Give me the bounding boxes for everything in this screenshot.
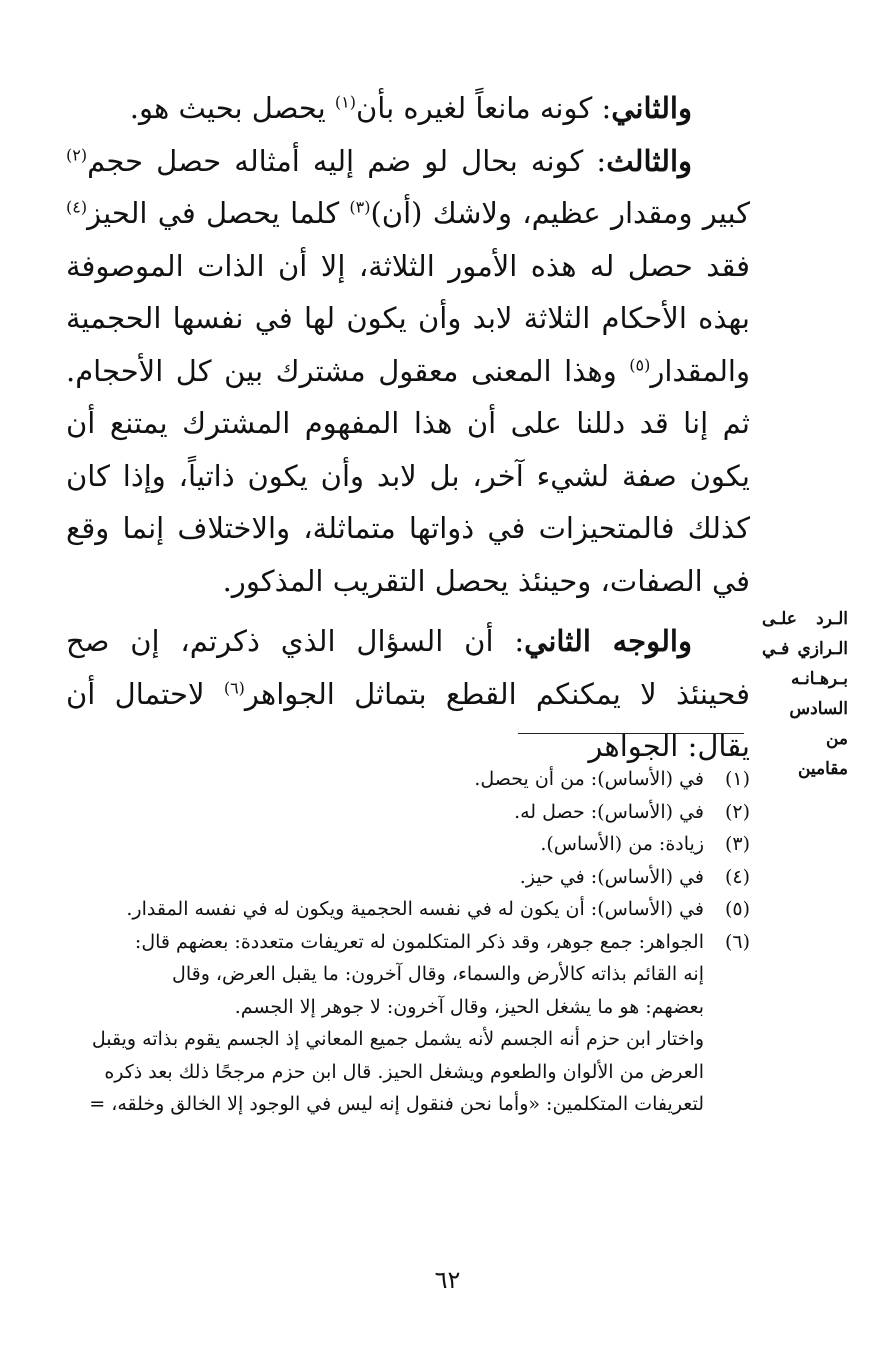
footnote-item (66, 828, 750, 861)
paragraph-third: والثالث: كونه بحال لو ضم إليه أمثاله حصل حجم$^{(٢)}$ كبير ومقدار عظيم، ولاشك (أن)$^{(٣)}$ كلما يحصل في الحيز$^{(٤)}$ فقد حصل له هذه الأمور الثلاثة، إلا أن الذات الموصوفة بهذه الأحكام الثلاثة لابد وأن يكون لها في نفسها الحجمية والمقدار$^{(٥)}$ وهذا المعنى معقول مشترك بين كل الأحجام. ثم إنا قد دللنا على أن هذا المفهوم المشترك يمتنع أن يكون صفة لشيء آخر، بل لابد وأن يكون ذاتياً، وإذا كان كذلك فالمتحيزات في ذواتها متماثلة، والاختلاف إنما وقع في الصفات، وحينئذ يحصل التقريب المذكور. (66, 143, 750, 598)
footnote-line: الجواهر: جمع جوهر، وقد ذكر المتكلمون له تعريفات متعددة: بعضهم قال: (134, 930, 704, 953)
paragraph-second: والثاني: كونه مانعاً لغيره بأن$^{(١)}$ يحصل بحيث هو. (129, 91, 692, 125)
footnote-number: (٤) (724, 865, 750, 888)
footnote-item (66, 926, 750, 1121)
footnote-text: زيادة: من (الأساس). (540, 833, 704, 855)
footnote-item (66, 763, 750, 796)
page-number: ٦٢ (434, 1266, 461, 1294)
footnote-number: (٣) (724, 833, 750, 855)
footnote-number: (٦) (724, 930, 750, 953)
footnote-ref: (١) (334, 92, 356, 112)
footnote-item (66, 796, 750, 829)
footnote-text: في (الأساس): أن يكون له في نفسه الحجمية ويكون له في نفسه المقدار. (126, 898, 704, 920)
footnote-number: (٥) (724, 898, 750, 920)
footnote-number: (١) (724, 768, 750, 790)
footnotes (66, 763, 750, 1121)
main-text-block (66, 82, 750, 773)
paragraph-second-aspect: والوجه الثاني: أن السؤال الذي ذكرتم، إن صح فحينئذ لا يمكنكم القطع بتماثل الجواهر$^{(٦)}$ لاحتمال أن يقال: الجواهر (66, 624, 751, 763)
footnote-text: في (الأساس): من أن يحصل. (474, 768, 704, 790)
footnote-line: واختار ابن حزم أنه الجسم لأنه يشمل جميع المعاني إذ الجسم يقوم بذاته ويقبل (91, 1028, 704, 1050)
margin-note: الـرد علـى الـرازي فـي بـرهـانـه السادس من مقامين (762, 609, 848, 779)
paragraph-lead: والوجه الثاني (524, 624, 692, 658)
footnote-line: بعضهم: هو ما يشغل الحيز، وقال آخرون: لا جوهر إلا الجسم. (234, 995, 704, 1018)
footnote-item (66, 861, 750, 894)
footnote-ref: (٥) (629, 354, 651, 374)
footnote-ref: (٤) (66, 197, 88, 217)
footnote-text: في (الأساس): في حيز. (519, 865, 704, 888)
footnote-number: (٢) (724, 800, 750, 823)
footnote-item (66, 893, 750, 926)
footnote-ref: (٦) (223, 677, 245, 697)
footnote-separator (518, 733, 744, 734)
footnote-text (66, 926, 704, 1121)
footnote-ref: (٢) (66, 144, 88, 164)
footnote-text: في (الأساس): حصل له. (514, 800, 704, 823)
footnote-line: العرض من الألوان والطعوم ويشغل الحيز. قال ابن حزم مرجحًا ذلك بعد ذكره (104, 1060, 704, 1083)
paragraph-lead: والثالث (606, 143, 692, 178)
footnote-line: إنه القائم بذاته كالأرض والسماء، وقال آخرون: ما يقبل العرض، وقال (172, 963, 704, 985)
paragraph-lead: والثاني (611, 91, 692, 125)
footnote-line: لتعريفات المتكلمين: «وأما نحن فنقول إنه ليس في الوجود إلا الخالق وخلقه، = (89, 1093, 704, 1115)
footnote-ref: (٣) (349, 197, 371, 217)
